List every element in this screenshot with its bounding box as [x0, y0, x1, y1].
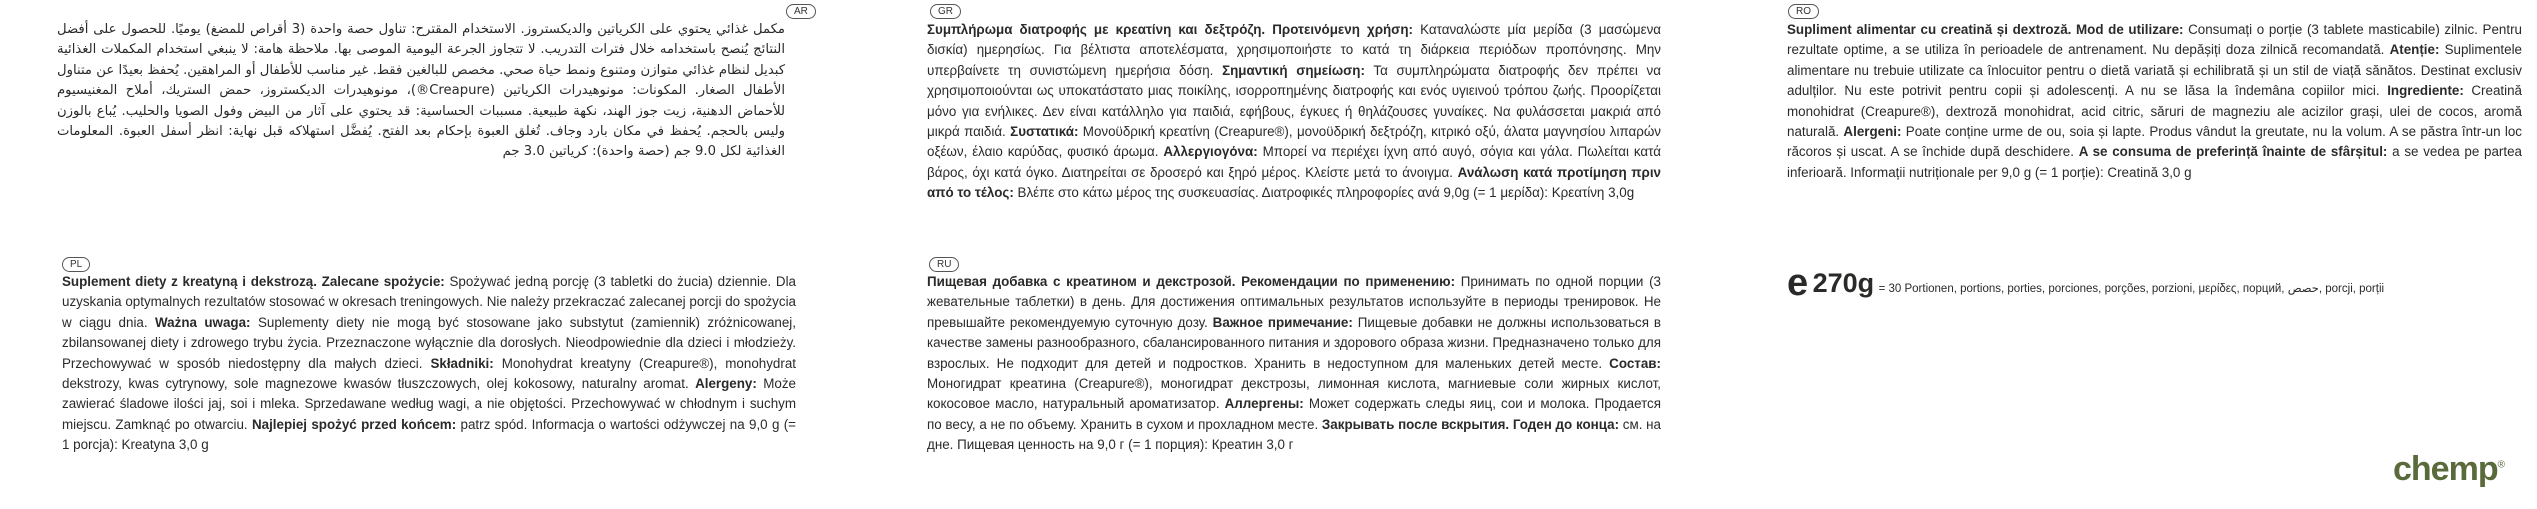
- polish-text: [62, 272, 796, 456]
- gr-ingredients-label: Συστατικά:: [1010, 124, 1079, 140]
- ru-ingredients: Моногидрат креатина (Creapure®), моногидрат декстрозы, лимонная кислота, магниевые соли жирных кислот, кокосовое масло, натуральный ароматизатор.: [927, 376, 1661, 412]
- portions-text: = 30 Portionen, portions, porties, porciones, porções, porzioni, μερίδες, порций, حصص, porcji, porții: [1878, 283, 2385, 295]
- ru-note: Пищевые добавки не должны использоваться в качестве замены разнообразного, сбалансированного питания и здорового образа жизни. Предназначено только для взрослых. Не подходит для детей и подростков. Хранить в недоступном для маленьких детей месте.: [927, 314, 1661, 371]
- ru-allergens-label: Аллергены:: [1224, 396, 1304, 412]
- ro-bestbefore-label: A se consuma de preferință înainte de sfârșitul:: [2078, 144, 2388, 160]
- chemp-logo: [2393, 450, 2504, 489]
- estimated-sign: e: [1787, 262, 1809, 304]
- ru-heading: Пищевая добавка с креатином и декстрозой. Рекомендации по применению:: [927, 274, 1456, 289]
- gr-bestbefore-label: Ανάλωση κατά προτίμηση πριν από το τέλος:: [927, 164, 1661, 201]
- ro-usage: Consumați o porție (3 tablete masticabile) zilnic. Pentru rezultate optime, a se utiliza în perioadele de antrenament. Nu depășiți doza zilnică recomandată.: [1787, 22, 2522, 58]
- romanian-text: [1787, 20, 2522, 183]
- pl-ingredients-label: Składniki:: [430, 355, 494, 371]
- arabic-text: مكمل غذائي يحتوي على الكرياتين والديكستروز. الاستخدام المقترح: تناول حصة واحدة (3 أقراص للمضغ) يوميًا. للحصول على أفضل النتائج يُنصح باستخدامه خلال فترات التدريب. لا تتجاوز الجرعة اليومية الموصى بها. ملاحظة هامة: لا ينبغي استخدام المكملات الغذائية كبديل لنظام غذائي متوازن ومتنوع ونمط حياة صحي. مخصص للبالغين فقط. غير مناسب للأطفال أو المراهقين. يُحفظ بعيدًا عن متناول الأطفال الصغار. المكونات: مونوهيدرات الكرياتين (Creapure®)، مونوهيدرات الديكستروز، حمض الستريك، أملاح المغنيسيوم للأحماض الدهنية، زيت جوز الهند، نكهة طبيعية. مسببات الحساسية: قد يحتوي على آثار من البيض وفول الصويا والحليب. يُباع بالوزن وليس بالحجم. يُحفظ في مكان بارد وجاف. تُغلق العبوة بإحكام بعد الفتح. يُفضَّل استهلاكه قبل نهاية: انظر أسفل العبوة. المعلومات الغذائية لكل 9.0 جم (حصة واحدة): كرياتين 3.0 جم: [57, 22, 786, 160]
- ro-allergens-label: Alergeni:: [1843, 124, 1902, 140]
- lang-tag-ru: RU: [929, 257, 959, 272]
- gr-bestbefore: Βλέπε στο κάτω μέρος της συσκευασίας. Διατροφικές πληροφορίες ανά 9,0g (= 1 μερίδα): Κρεατίνη 3,0g: [1013, 185, 1635, 201]
- pl-note-label: Ważna uwaga:: [155, 314, 251, 330]
- lang-tag-ar: AR: [786, 4, 816, 19]
- gr-usage: Καταναλώστε μία μερίδα (3 μασώμενα δισκία) ημερησίως. Για βέλτιστα αποτελέσματα, χρησιμοποιήστε το κατά τη διάρκεια περιόδων προπόνησης. Μην υπερβαίνετε τη συνιστώμενη ημερήσια δόση.: [927, 22, 1662, 78]
- russian-text: [927, 272, 1661, 456]
- pl-ingredients: Monohydrat kreatyny (Creapure®), monohydrat dekstrozy, kwas cytrynowy, sole magnezowe kwasów tłuszczowych, olej kokosowy, naturalny aromat.: [62, 355, 796, 392]
- gr-allergens-label: Αλλεργιογόνα:: [1163, 144, 1258, 160]
- ru-note-label: Важное примечание:: [1212, 314, 1353, 330]
- ru-bestbefore-label: Закрывать после вскрытия. Годен до конца:: [1321, 416, 1620, 432]
- ru-bestbefore: см. на дне. Пищевая ценность на 9,0 г (= 1 порция): Креатин 3,0 г: [927, 416, 1661, 453]
- pl-heading: Suplement diety z kreatyną i dekstrozą. Zalecane spożycie:: [62, 274, 445, 289]
- lang-tag-ro: RO: [1788, 4, 1819, 19]
- net-weight-amount: 270g: [1812, 268, 1875, 298]
- pl-usage: Spożywać jedną porcję (3 tabletki do żucia) dziennie. Dla uzyskania optymalnych rezultatów stosować w okresach treningowych. Nie należy przekraczać zalecanej porcji do spożycia w ciągu dnia.: [62, 274, 797, 330]
- lang-tag-gr: GR: [930, 4, 961, 19]
- ro-note-label: Atenție:: [2389, 42, 2440, 58]
- gr-heading: Συμπλήρωμα διατροφής με κρεατίνη και δεξτρόζη. Προτεινόμενη χρήση:: [927, 22, 1413, 37]
- net-weight: [1787, 262, 2384, 305]
- pl-allergens: Może zawierać śladowe ilości jaj, soi i mleka. Sprzedawane według wagi, a nie objętości. Przechowywać w chłodnym i suchym miejscu. Zamknąć po otwarciu.: [62, 376, 796, 432]
- ro-ingredients: Creatină monohidrat (Creapure®), dextroză monohidrat, acid citric, săruri de magneziu ale acizilor grași, ulei de cocos, aromă naturală.: [1787, 83, 2522, 140]
- gr-note: Τα συμπληρώματα διατροφής δεν πρέπει να χρησιμοποιούνται ως υποκατάστατο μιας ποικίλης, ισορροπημένης διατροφής και ενός υγιεινού τρόπου ζωής. Προορίζεται μόνο για ενήλικες. Δεν είναι κατάλληλο για παιδιά, εφήβους, έγκυες ή θηλάζουσες γυναίκες. Να φυλάσσεται μακριά από μικρά παιδιά.: [927, 62, 1661, 140]
- brand-name: chemp: [2393, 450, 2498, 488]
- pl-bestbefore-label: Najlepiej spożyć przed końcem:: [251, 416, 457, 432]
- lang-tag-pl: PL: [62, 257, 90, 272]
- gr-allergens: Μπορεί να περιέχει ίχνη από αυγό, σόγια και γάλα. Πωλείται κατά βάρος, όχι κατά όγκο. Διατηρείται σε δροσερό και ξηρό μέρος. Κλείστε μετά το άνοιγμα.: [927, 144, 1661, 180]
- ro-note: Suplimentele alimentare nu trebuie utilizate ca înlocuitor pentru o dietă variată și echilibrată și un stil de viață sănătos. Destinat exclusiv adulților. Nu este potrivit pentru copii și adolescenți. A nu se lăsa la îndemâna copiilor mici.: [1787, 42, 2523, 99]
- gr-ingredients: Μονοϋδρική κρεατίνη (Creapure®), μονοϋδρική δεξτρόζη, κιτρικό οξύ, άλατα μαγνησίου λιπαρών οξέων, έλαιο καρύδας, φυσικό άρωμα.: [927, 124, 1662, 160]
- greek-text: [927, 20, 1661, 204]
- pl-bestbefore: patrz spód. Informacja o wartości odżywczej na 9,0 g (= 1 porcja): Kreatyna 3,0 g: [62, 416, 796, 453]
- ro-heading: Supliment alimentar cu creatină și dextroză. Mod de utilizare:: [1787, 22, 2184, 37]
- ro-ingredients-label: Ingrediente:: [2387, 83, 2464, 99]
- ro-bestbefore: a se vedea pe partea inferioară. Informații nutriționale per 9,0 g (= 1 porție): Creatină 3,0 g: [1787, 144, 2522, 180]
- ru-usage: Принимать по одной порции (3 жевательные таблетки) в день. Для достижения оптимальных результатов используйте в периоды тренировок. Не превышайте рекомендуемую суточную дозу.: [927, 274, 1661, 330]
- gr-note-label: Σημαντική σημείωση:: [1222, 62, 1365, 78]
- pl-allergens-label: Alergeny:: [695, 376, 757, 392]
- registered-mark: ®: [2497, 459, 2504, 471]
- ro-allergens: Poate conține urme de ou, soia și lapte. Produs vândut la greutate, nu la volum. A se păstra într-un loc răcoros și uscat. A se închide după deschidere.: [1787, 124, 2522, 160]
- pl-note: Suplementy diety nie mogą być stosowane jako substytut (zamiennik) zróżnicowanej, zbilansowanej diety i zdrowego trybu życia. Przeznaczone wyłącznie dla dorosłych. Nieodpowiednie dla dzieci i młodzieży. Przechowywać w sposób niedostępny dla małych dzieci.: [62, 314, 796, 371]
- ru-allergens: Может содержать следы яиц, сои и молока. Продается по весу, а не по объему. Хранить в сухом и прохладном месте.: [927, 396, 1661, 432]
- ru-ingredients-label: Состав:: [1609, 355, 1661, 371]
